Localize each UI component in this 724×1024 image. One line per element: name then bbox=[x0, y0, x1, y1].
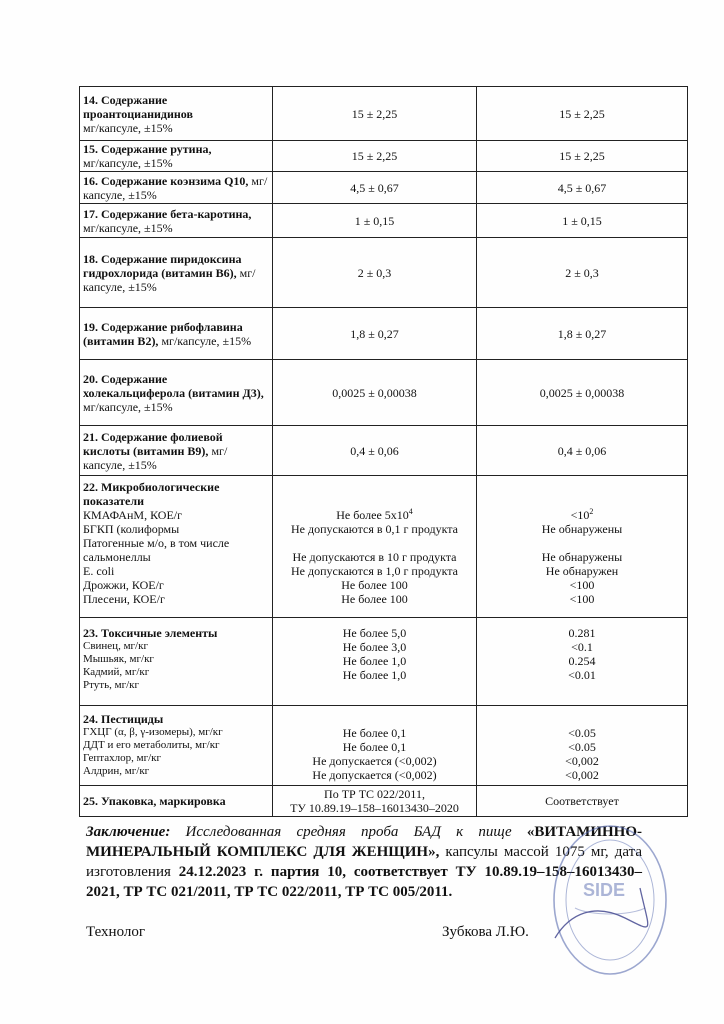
parameter-cell bbox=[80, 426, 273, 476]
toxic-norm: Не более 1,0 bbox=[342, 654, 407, 668]
result-cell: 0,4 ± 0,06 bbox=[477, 426, 688, 476]
specification-table bbox=[79, 86, 688, 817]
pesticide-result: <0,002 bbox=[565, 754, 599, 768]
pesticide-result: <0.05 bbox=[568, 740, 596, 754]
norm-cell: 1 ± 0,15 bbox=[273, 204, 477, 238]
row-title: Содержание коэнзима Q10, bbox=[101, 173, 249, 188]
norm-exponent: 4 bbox=[408, 507, 413, 516]
norm-cell: 4,5 ± 0,67 bbox=[273, 172, 477, 204]
micro-label: Дрожжи, КОЕ/г bbox=[83, 578, 164, 592]
table-body bbox=[80, 87, 688, 817]
conclusion-label: Заключение: bbox=[86, 824, 171, 840]
result-cell: 2 ± 0,3 bbox=[477, 238, 688, 308]
pesticide-norm: Не более 0,1 bbox=[342, 740, 407, 754]
micro-norm: Не допускаются в 1,0 г продукта bbox=[290, 564, 459, 578]
micro-result: <100 bbox=[569, 578, 595, 592]
micro-result bbox=[480, 508, 684, 522]
pesticide-label: Алдрин, мг/кг bbox=[83, 765, 150, 777]
norm-cell bbox=[273, 706, 477, 786]
result-cell: 1,8 ± 0,27 bbox=[477, 308, 688, 360]
parameter-title bbox=[83, 174, 248, 188]
toxic-result: 0.254 bbox=[568, 654, 596, 668]
toxic-norm: Не более 5,0 bbox=[342, 626, 407, 640]
parameter-cell bbox=[80, 87, 273, 141]
row-number: 19. bbox=[83, 319, 98, 334]
micro-result: Не обнаружен bbox=[545, 564, 619, 578]
micro-norm: Не более 100 bbox=[341, 592, 408, 606]
row-title: Содержание холекальциферола (витамин Д3), bbox=[83, 371, 264, 400]
micro-norm bbox=[276, 536, 473, 550]
row-number: 16. bbox=[83, 173, 98, 188]
toxic-label: Мышьяк, мг/кг bbox=[83, 653, 154, 665]
micro-label: Патогенные м/о, в том числе bbox=[83, 536, 230, 550]
toxic-label: Ртуть, мг/кг bbox=[83, 679, 139, 691]
result-cell bbox=[477, 706, 688, 786]
row-number: 14. bbox=[83, 92, 98, 107]
table-row bbox=[80, 618, 688, 706]
norm-cell: 0,0025 ± 0,00038 bbox=[273, 360, 477, 426]
result-cell: 4,5 ± 0,67 bbox=[477, 172, 688, 204]
signer-name: Зубкова Л.Ю. bbox=[442, 924, 529, 940]
norm-cell: 15 ± 2,25 bbox=[273, 87, 477, 141]
result-cell bbox=[477, 618, 688, 706]
result-cell: 0,0025 ± 0,00038 bbox=[477, 360, 688, 426]
micro-label: КМАФАнМ, КОЕ/г bbox=[83, 508, 183, 522]
norm-cell bbox=[273, 476, 477, 618]
result-cell: 15 ± 2,25 bbox=[477, 87, 688, 141]
parameter-cell bbox=[80, 204, 273, 238]
norm-cell: 1,8 ± 0,27 bbox=[273, 308, 477, 360]
row-unit: мг/капсуле, ±15% bbox=[83, 220, 173, 235]
stamp-inner-ring bbox=[566, 840, 654, 960]
micro-norm: Не допускаются в 10 г продукта bbox=[292, 550, 457, 564]
parameter-title bbox=[83, 142, 211, 156]
norm-cell bbox=[273, 618, 477, 706]
pesticide-norm: Не допускается (<0,002) bbox=[312, 754, 437, 768]
table-row bbox=[80, 426, 688, 476]
parameter-title bbox=[83, 372, 264, 400]
conclusion-text: капсулы массой 1075 мг, дата изготовления bbox=[86, 844, 642, 880]
row-unit: мг/капсуле, ±15% bbox=[83, 120, 173, 135]
pesticides-title: 24. Пестициды bbox=[83, 712, 164, 726]
toxic-result: <0.01 bbox=[568, 668, 596, 682]
norm-cell: 2 ± 0,3 bbox=[273, 238, 477, 308]
pesticide-norm: Не допускается (<0,002) bbox=[312, 768, 437, 782]
conclusion-compliance: 24.12.2023 г. партия 10, соответствует ТУ 10.89.19–158–16013430–2021, ТР ТС 021/2011, ТР ТС 022/2011, ТР ТС 005/2011. bbox=[86, 864, 643, 900]
table-row bbox=[80, 141, 688, 172]
result-cell: 15 ± 2,25 bbox=[477, 141, 688, 172]
pesticide-label: ГХЦГ (α, β, γ-изомеры), мг/кг bbox=[83, 726, 223, 738]
table-row bbox=[80, 360, 688, 426]
table-row bbox=[80, 706, 688, 786]
table-row bbox=[80, 204, 688, 238]
toxic-norm: Не более 1,0 bbox=[342, 668, 407, 682]
stamp-outer-ring bbox=[554, 826, 666, 974]
parameter-cell bbox=[80, 238, 273, 308]
table-row bbox=[80, 172, 688, 204]
parameter-title bbox=[83, 252, 242, 280]
table-row bbox=[80, 87, 688, 141]
row-number: 18. bbox=[83, 251, 98, 266]
micro-result: Не обнаружены bbox=[541, 550, 623, 564]
pesticide-label: Гептахлор, мг/кг bbox=[83, 752, 161, 764]
row-unit: мг/капсуле, ±15% bbox=[83, 173, 268, 202]
table-row bbox=[80, 238, 688, 308]
row-number: 20. bbox=[83, 371, 98, 386]
toxic-label: Свинец, мг/кг bbox=[83, 640, 148, 652]
micro-label: сальмонеллы bbox=[83, 550, 151, 564]
row-unit: мг/капсуле, ±15% bbox=[83, 399, 173, 414]
norm-base: Не более 5х10 bbox=[336, 508, 409, 522]
row-unit: мг/капсуле, ±15% bbox=[83, 265, 256, 294]
conclusion-intro: Исследованная средняя проба БАД к пище bbox=[185, 824, 512, 840]
row-unit: мг/капсуле, ±15% bbox=[83, 156, 173, 170]
micro-norm bbox=[276, 508, 473, 522]
micro-label: E. coli bbox=[83, 564, 115, 578]
parameter-cell bbox=[80, 360, 273, 426]
parameter-title bbox=[83, 207, 251, 221]
stamp-center-mark: SIDE bbox=[583, 880, 626, 900]
result-base: <10 bbox=[570, 508, 590, 522]
toxic-norm: Не более 3,0 bbox=[342, 640, 407, 654]
parameter-cell bbox=[80, 308, 273, 360]
micro-label: БГКП (колиформы bbox=[83, 522, 180, 536]
result-exponent: 2 bbox=[589, 507, 594, 516]
result-cell: Соответствует bbox=[477, 786, 688, 817]
row-title: Содержание фолиевой кислоты (витамин В9), bbox=[83, 429, 223, 458]
parameter-cell bbox=[80, 618, 273, 706]
micro-result bbox=[480, 536, 684, 550]
table-row bbox=[80, 308, 688, 360]
row-unit: мг/капсуле, ±15% bbox=[83, 443, 228, 472]
packaging-norm: По ТР ТС 022/2011, bbox=[324, 787, 425, 801]
result-cell bbox=[477, 476, 688, 618]
signer-position: Технолог bbox=[86, 924, 146, 940]
pesticide-result: <0,002 bbox=[565, 768, 599, 782]
packaging-title: 25. Упаковка, маркировка bbox=[83, 794, 226, 808]
company-stamp bbox=[545, 818, 670, 983]
parameter-cell bbox=[80, 141, 273, 172]
toxic-result: <0.1 bbox=[571, 640, 593, 654]
parameter-cell bbox=[80, 786, 273, 817]
parameter-title bbox=[83, 93, 193, 121]
row-number: 21. bbox=[83, 429, 98, 444]
packaging-norm: ТУ 10.89.19–158–16013430–2020 bbox=[290, 801, 459, 815]
pesticide-label: ДДТ и его метаболиты, мг/кг bbox=[83, 739, 220, 751]
table-row bbox=[80, 786, 688, 817]
row-title: Содержание рибофлавина (витамин В2), bbox=[83, 319, 243, 348]
parameter-title bbox=[83, 430, 223, 458]
pesticide-norm: Не более 0,1 bbox=[342, 726, 407, 740]
table-row bbox=[80, 476, 688, 618]
norm-cell: 0,4 ± 0,06 bbox=[273, 426, 477, 476]
row-number: 15. bbox=[83, 142, 98, 156]
norm-cell bbox=[273, 786, 477, 817]
product-name: «ВИТАМИННО-МИНЕРАЛЬНЫЙ КОМПЛЕКС ДЛЯ ЖЕНЩИН», bbox=[86, 824, 643, 860]
result-cell: 1 ± 0,15 bbox=[477, 204, 688, 238]
toxic-title: 23. Токсичные элементы bbox=[83, 626, 218, 640]
row-title: Содержание проантоцианидинов bbox=[83, 92, 193, 121]
row-title: Содержание бета-каротина, bbox=[101, 206, 252, 221]
parameter-cell bbox=[80, 172, 273, 204]
micro-result: <100 bbox=[569, 592, 595, 606]
parameter-cell bbox=[80, 706, 273, 786]
microbiology-title: 22. Микробиологические показатели bbox=[83, 480, 220, 508]
micro-label: Плесени, КОЕ/г bbox=[83, 592, 165, 606]
row-title: Содержание рутина, bbox=[101, 142, 212, 156]
micro-norm: Не допускаются в 0,1 г продукта bbox=[290, 522, 459, 536]
toxic-result: 0.281 bbox=[568, 626, 596, 640]
row-number: 17. bbox=[83, 206, 98, 221]
toxic-label: Кадмий, мг/кг bbox=[83, 666, 150, 678]
pesticide-result: <0.05 bbox=[568, 726, 596, 740]
norm-cell: 15 ± 2,25 bbox=[273, 141, 477, 172]
parameter-cell bbox=[80, 476, 273, 618]
micro-norm: Не более 100 bbox=[341, 578, 408, 592]
row-title: Содержание пиридоксина гидрохлорида (витамин В6), bbox=[83, 251, 242, 280]
micro-result: Не обнаружены bbox=[541, 522, 623, 536]
row-unit: мг/капсуле, ±15% bbox=[161, 333, 252, 348]
